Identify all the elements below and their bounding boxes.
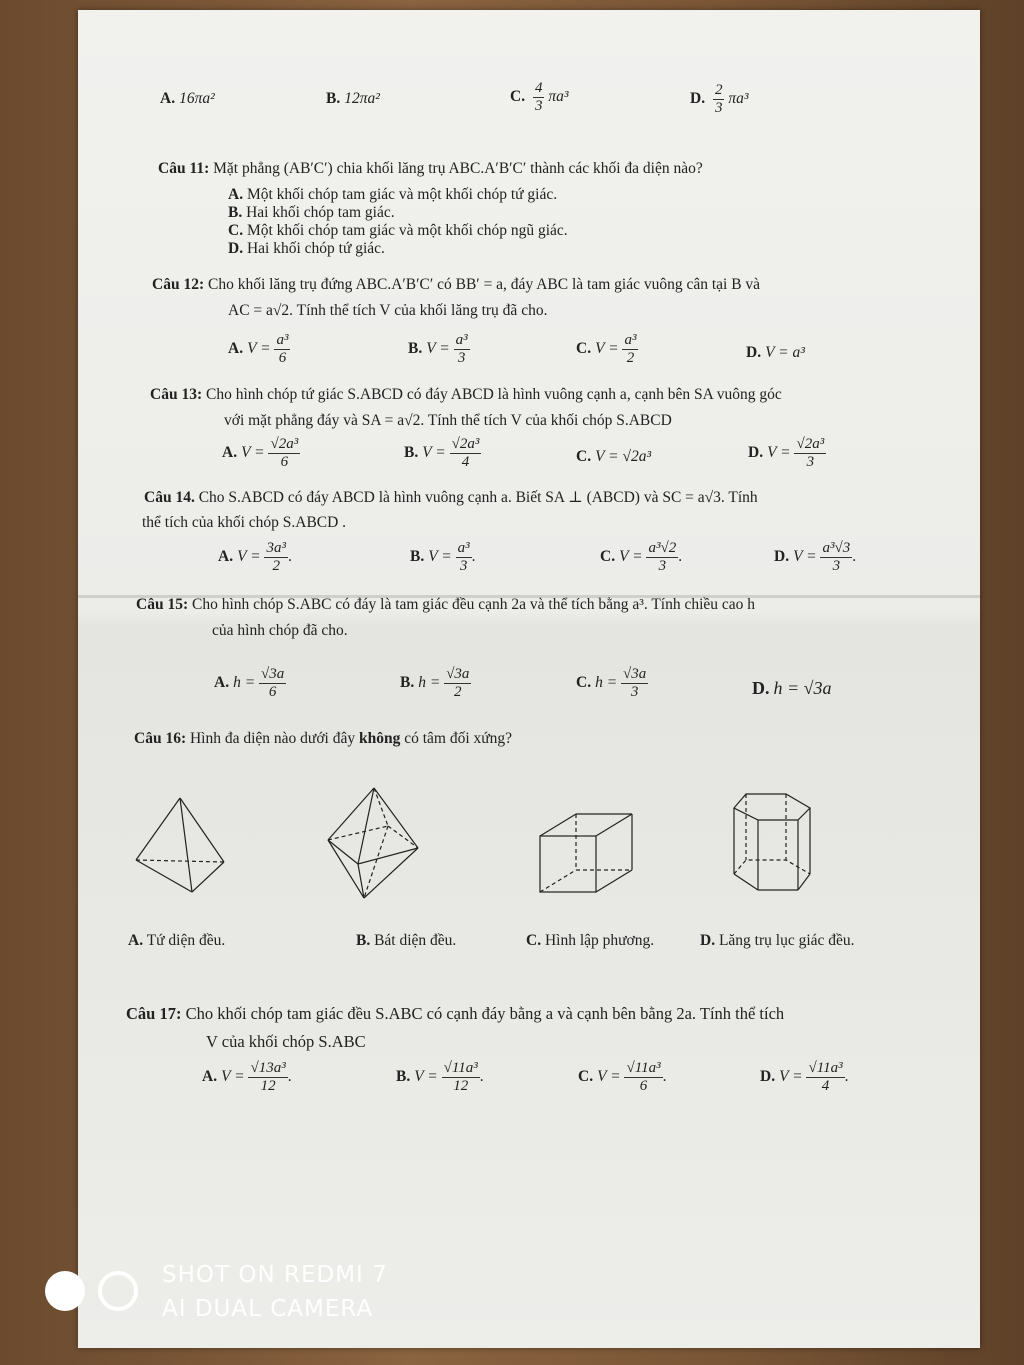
q12-option-c: C. V = $\frac{\text{a³}}{2}$ — [576, 332, 637, 366]
q15-option-b: B. h = $\frac{√3a}{2}$ — [400, 666, 470, 700]
camera-watermark — [44, 1262, 404, 1332]
paper-sheet — [78, 10, 980, 1348]
q11-option-d: D. Hai khối chóp tứ giác. — [228, 240, 385, 257]
q16-option-a: A. Tứ diện đều. — [128, 932, 226, 949]
q14-option-c: C. V = $\frac{\text{a³√2}}{3}$ . — [600, 540, 683, 574]
q11-option-c: C. Một khối chóp tam giác và một khối chóp ngũ giác. — [228, 222, 568, 239]
q10-option-d: D. $\frac{2}{3}$ πa³ — [690, 82, 749, 116]
q17-option-c: C. V = $\frac{\text{√11a³}}{6}$ . — [578, 1060, 667, 1094]
q15-option-c: C. h = $\frac{√3a}{3}$ — [576, 666, 647, 700]
q12-stem-line1: Câu 12: Cho khối lăng trụ đứng ABC.A′B′C′ có BB′ = a, đáy ABC là tam giác vuông cân tại B và — [152, 276, 761, 293]
q17-option-b: B. V = $\frac{\text{√11a³}}{12}$ . — [396, 1060, 484, 1094]
q12-stem-line2: AC = a√2. Tính thể tích V của khối lăng trụ đã cho. — [228, 302, 548, 319]
hexagonal-prism-figure — [728, 790, 816, 896]
q13-option-d: D. V = $\frac{\text{√2a³}}{3}$ — [748, 436, 825, 470]
q10-option-c: C. $\frac{4}{3}$ πa³ — [510, 80, 569, 114]
q11-stem: Câu 11: Mặt phẳng (AB′C′) chia khối lăng trụ ABC.A′B′C′ thành các khối đa diện nào? — [158, 160, 703, 177]
q14-option-a: A. V = $\frac{\text{3a³}}{2}$ . — [218, 540, 292, 574]
watermark-line1: SHOT ON REDMI 7 — [162, 1262, 388, 1288]
q14-stem-line2: thể tích của khối chóp S.ABCD . — [142, 514, 347, 531]
q13-option-b: B. V = $\frac{\text{√2a³}}{4}$ — [404, 436, 480, 470]
q10-option-b: B. 12πa² — [326, 90, 380, 107]
watermark-line2: AI DUAL CAMERA — [162, 1296, 374, 1322]
tetrahedron-figure — [132, 794, 228, 898]
q12-option-b: B. V = $\frac{\text{a³}}{3}$ — [408, 332, 468, 366]
q13-option-a: A. V = $\frac{\text{√2a³}}{6}$ — [222, 436, 299, 470]
q16-option-b: B. Bát diện đều. — [356, 932, 457, 949]
dual-camera-icon — [44, 1268, 144, 1314]
q14-option-d: D. V = $\frac{\text{a³√3}}{3}$ . — [774, 540, 857, 574]
q16-option-c: C. Hình lập phương. — [526, 932, 655, 949]
q14-stem-line1: Câu 14. Cho S.ABCD có đáy ABCD là hình vuông cạnh a. Biết SA ⊥ (ABCD) và SC = a√3. Tính — [144, 489, 758, 506]
q11-option-b: B. Hai khối chóp tam giác. — [228, 204, 395, 221]
octahedron-figure — [324, 786, 424, 902]
q12-option-d: D. V = a³ — [746, 344, 805, 361]
q15-stem-line1: Câu 15: Cho hình chóp S.ABC có đáy là tam giác đều cạnh 2a và thể tích bằng a³. Tính chiều cao h — [136, 596, 756, 613]
q13-option-c: C. V = √2a³ — [576, 448, 652, 465]
q13-stem-line1: Câu 13: Cho hình chóp tứ giác S.ABCD có đáy ABCD là hình vuông cạnh a, cạnh bên SA vuông góc — [150, 386, 782, 403]
q17-option-d: D. V = $\frac{\text{√11a³}}{4}$ . — [760, 1060, 849, 1094]
q15-option-a: A. h = $\frac{√3a}{6}$ — [214, 666, 285, 700]
q17-stem-line2: V của khối chóp S.ABC — [206, 1032, 366, 1051]
cube-figure — [536, 812, 636, 896]
q17-option-a: A. V = $\frac{\text{√13a³}}{12}$ . — [202, 1060, 292, 1094]
q16-option-d: D. Lăng trụ lục giác đều. — [700, 932, 855, 949]
q15-option-d: D. h = √3a — [752, 678, 832, 698]
q12-option-a: A. V = $\frac{\text{a³}}{6}$ — [228, 332, 289, 366]
q16-stem: Câu 16: Hình đa diện nào dưới đây không có tâm đối xứng? — [134, 730, 513, 747]
q17-stem-line1: Câu 17: Cho khối chóp tam giác đều S.ABC có cạnh đáy bằng a và cạnh bên bằng 2a. Tính thể tích — [126, 1004, 785, 1023]
q15-stem-line2: của hình chóp đã cho. — [212, 622, 348, 639]
q11-option-a: A. Một khối chóp tam giác và một khối chóp tứ giác. — [228, 186, 558, 203]
q10-option-a: A. 16πa² — [160, 90, 215, 107]
q13-stem-line2: với mặt phẳng đáy và SA = a√2. Tính thể tích V của khối chóp S.ABCD — [224, 412, 672, 429]
q14-option-b: B. V = $\frac{\text{a³}}{3}$ . — [410, 540, 476, 574]
